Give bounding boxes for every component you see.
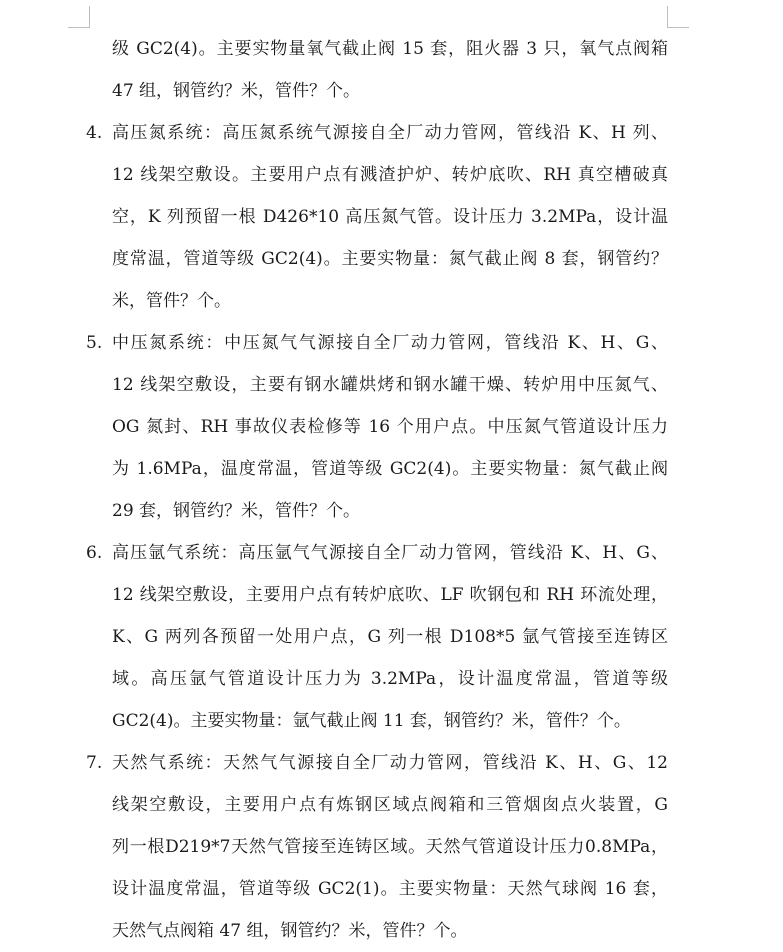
item-number: 7. <box>86 753 103 773</box>
item-line: 域。高压氩气管道设计压力为 3.2MPa，设计温度常温，管道等级 <box>112 669 668 689</box>
item-line: 为 1.6MPa，温度常温，管道等级 GC2(4)。主要实物量：氮气截止阀 <box>112 459 668 479</box>
item-line: GC2(4)。主要实物量：氩气截止阀 11 套，钢管约？米，管件？个。 <box>112 711 631 731</box>
item-line: 中压氮系统：中压氮气气源接自全厂动力管网，管线沿 K、H、G、 <box>112 333 668 353</box>
item-line: K、G 两列各预留一处用户点，G 列一根 D108*5 氩气管接至连铸区 <box>112 627 668 647</box>
item-line: 29 套，钢管约？米，管件？个。 <box>112 501 361 521</box>
page-corner-mark-left <box>68 6 90 28</box>
item-line: 线架空敷设，主要用户点有炼钢区域点阀箱和三管烟囱点火装置，G <box>112 795 668 815</box>
item-line: 高压氮系统：高压氮系统气源接自全厂动力管网，管线沿 K、H 列、 <box>112 123 668 143</box>
item-line: 高压氩气系统：高压氩气气源接自全厂动力管网，管线沿 K、H、G、 <box>112 543 668 563</box>
item-line: 12 线架空敷设，主要有钢水罐烘烤和钢水罐干燥、转炉用中压氮气、 <box>112 375 668 395</box>
item-line: OG 氮封、RH 事故仪表检修等 16 个用户点。中压氮气管道设计压力 <box>112 417 668 437</box>
item-line: 天然气点阀箱 47 组，钢管约？米，管件？个。 <box>112 921 468 941</box>
item-line: 12 线架空敷设。主要用户点有溅渣护炉、转炉底吹、RH 真空槽破真 <box>112 165 668 185</box>
intro-line: 级 GC2(4)。主要实物量氧气截止阀 15 套，阻火器 3 只，氧气点阀箱 <box>112 39 668 59</box>
item-line: 12 线架空敷设，主要用户点有转炉底吹、LF 吹钢包和 RH 环流处理， <box>112 585 668 605</box>
item-line: 设计温度常温，管道等级 GC2(1)。主要实物量：天然气球阀 16 套， <box>112 879 668 899</box>
item-number: 4. <box>86 123 103 143</box>
item-number: 6. <box>86 543 103 563</box>
item-line: 列一根D219*7天然气管接至连铸区域。天然气管道设计压力0.8MPa， <box>112 837 668 857</box>
item-line: 度常温，管道等级 GC2(4)。主要实物量：氮气截止阀 8 套，钢管约？ <box>112 249 668 269</box>
item-line: 天然气系统：天然气气源接自全厂动力管网，管线沿 K、H、G、12 <box>112 753 668 773</box>
item-line: 空，K 列预留一根 D426*10 高压氮气管。设计压力 3.2MPa，设计温 <box>112 207 668 227</box>
item-line: 米，管件？个。 <box>112 291 231 311</box>
intro-line: 47 组，钢管约？米，管件？个。 <box>112 81 361 101</box>
page-corner-mark-right <box>667 6 689 28</box>
item-number: 5. <box>86 333 103 353</box>
